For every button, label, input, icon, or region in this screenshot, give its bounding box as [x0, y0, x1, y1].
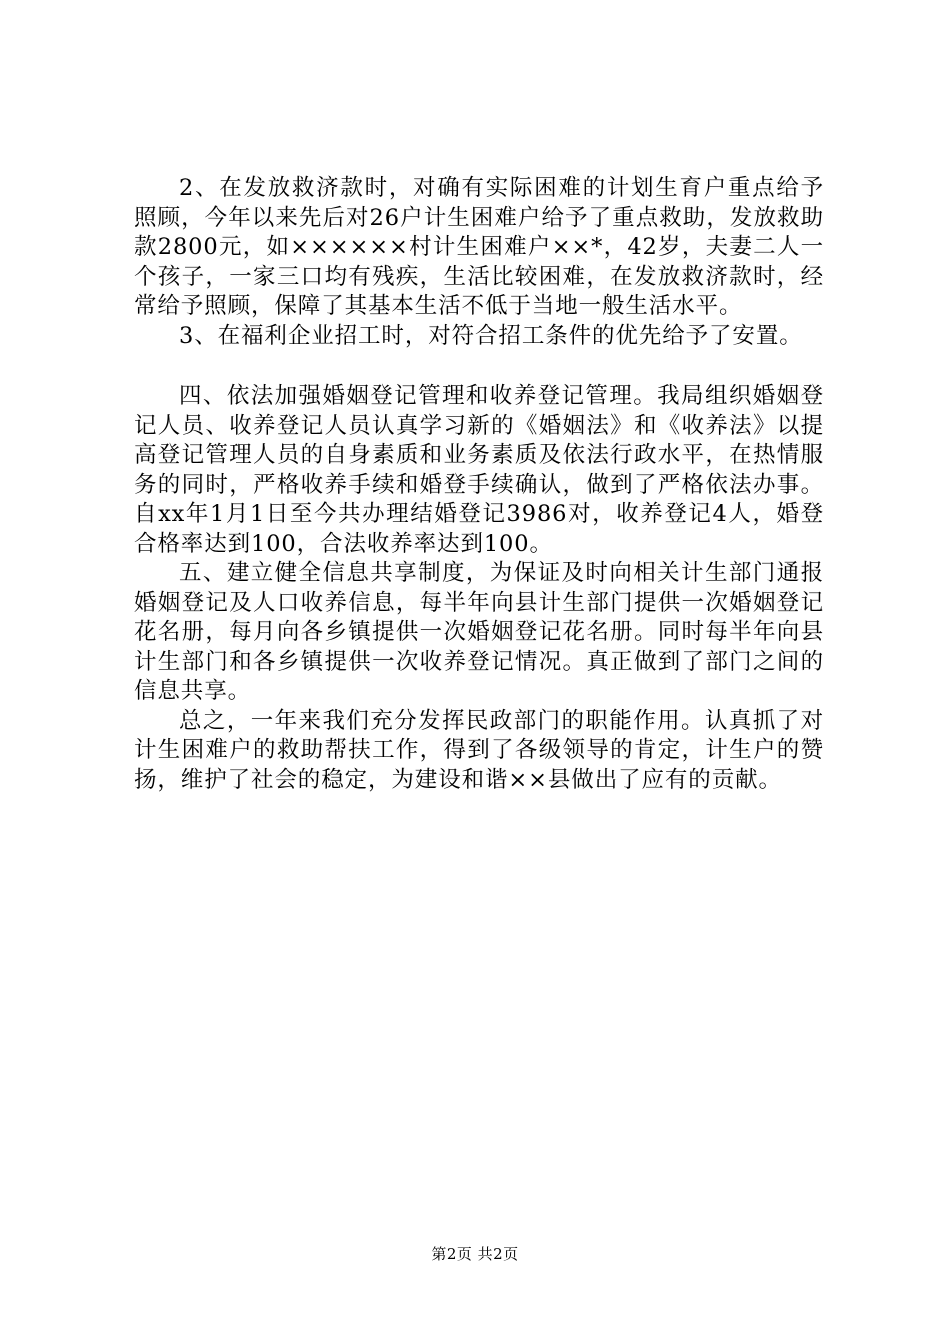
page-footer: 第2页 共2页: [431, 1245, 519, 1263]
paragraph-marriage-registration: 四、依法加强婚姻登记管理和收养登记管理。我局组织婚姻登记人员、收养登记人员认真学习新的《婚姻法》和《收养法》以提高登记管理人员的自身素质和业务素质及依法行政水平，在热情服务的同时，严格收养手续和婚登手续确认，做到了严格依法办事。自xx年1月1日至今共办理结婚登记3986对，收养登记4人，婚登合格率达到100，合法收养率达到100。: [134, 383, 824, 557]
paragraph-relief-fund: 2、在发放救济款时，对确有实际困难的计划生育户重点给予照顾，今年以来先后对26户计生困难户给予了重点救助，发放救助款2800元，如××××××村计生困难户××*，42岁，夫妻二人一个孩子，一家三口均有残疾，生活比较困难，在发放救济款时，经常给予照顾，保障了其基本生活不低于当地一般生活水平。: [134, 175, 824, 319]
paragraph-welfare-hiring: 3、在福利企业招工时，对符合招工条件的优先给予了安置。: [179, 322, 803, 349]
document-body: [134, 174, 824, 795]
paragraph-summary: 总之，一年来我们充分发挥民政部门的职能作用。认真抓了对计生困难户的救助帮扶工作，得到了各级领导的肯定，计生户的赞扬，维护了社会的稳定，为建设和谐××县做出了应有的贡献。: [134, 707, 824, 793]
paragraph-information-sharing: 五、建立健全信息共享制度，为保证及时向相关计生部门通报婚姻登记及人口收养信息，每半年向县计生部门提供一次婚姻登记花名册，每月向各乡镇提供一次婚姻登记花名册。同时每半年向县计生部门和各乡镇提供一次收养登记情况。真正做到了部门之间的信息共享。: [134, 560, 824, 704]
